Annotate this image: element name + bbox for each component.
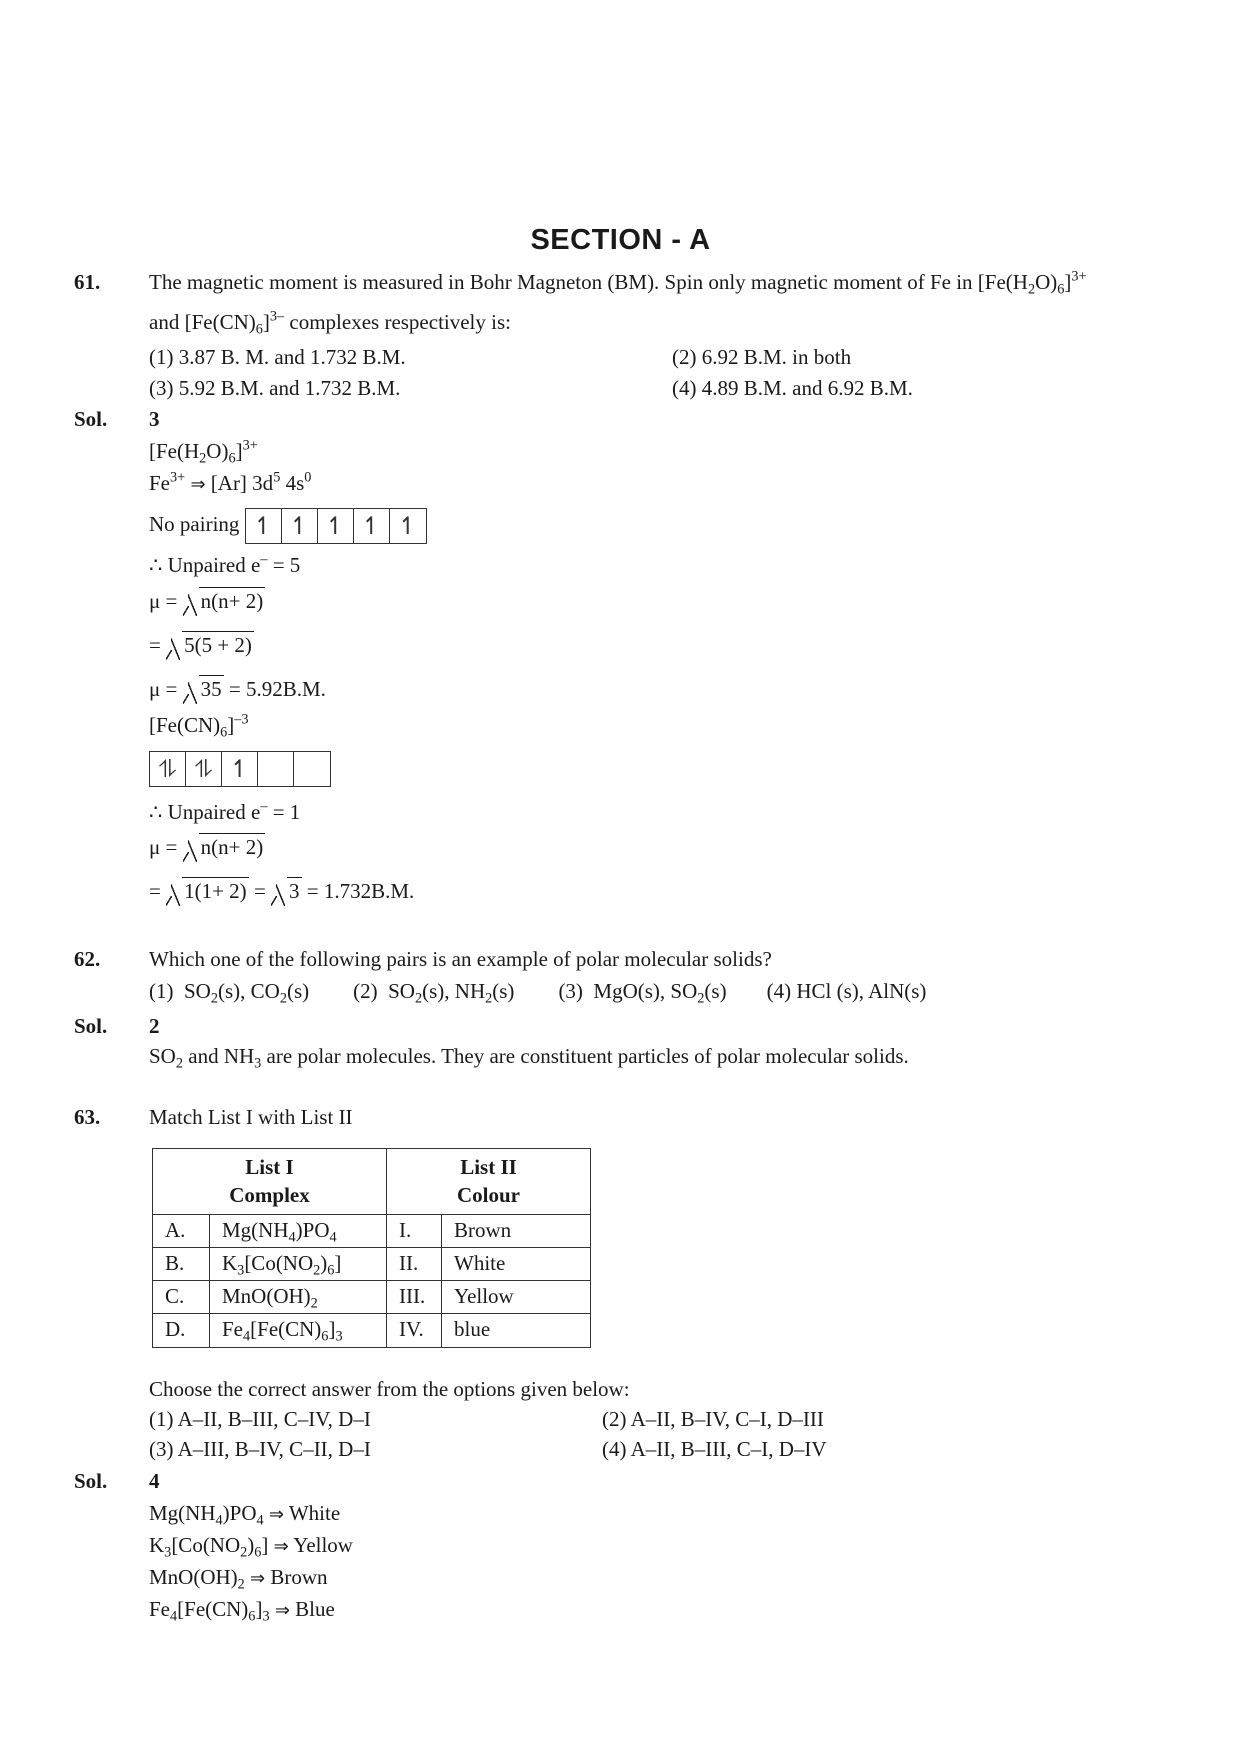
question-number-62: 62. [74, 947, 101, 971]
table-row [153, 1281, 591, 1314]
colour-cell: White [442, 1247, 591, 1280]
row-numeral: IV. [387, 1314, 442, 1347]
q61-unpaired-2: ∴ Unpaired e– = 1 [149, 798, 301, 824]
q61-mu-step-2: = 5(5 + 2) [149, 633, 252, 657]
q62-sol-label: Sol. [74, 1014, 108, 1038]
q61-config: $Fe^{3+}$ ⇒ [Ar] $3d^5$ $4s^0$ [149, 469, 312, 495]
q63-option-2: (2) A–II, B–IV, C–I, D–III [602, 1407, 824, 1431]
q61-mu-formula-2: μ = n(n+ 2) [149, 835, 264, 859]
q62-explanation: $SO_2$ and $NH_3$ are polar molecules. They are constituent particles of polar molecular solids. [149, 1044, 909, 1072]
complex-cell: $K_3[Co(NO_2)_6]$ [210, 1247, 387, 1280]
q61-complex-aqua: $[Fe(H_2O)_6]^{3+}$ [149, 437, 258, 467]
q63-result-3: $MnO(OH)_2$ ⇒ Brown [149, 1565, 328, 1593]
q61-sol-label: Sol. [74, 407, 108, 431]
row-label: A. [153, 1214, 210, 1247]
colour-cell: blue [442, 1314, 591, 1347]
table-row [153, 1314, 591, 1347]
table-header-row [153, 1149, 591, 1215]
q62-answer: 2 [149, 1014, 160, 1038]
q61-answer: 3 [149, 407, 160, 431]
q63-result-2: $K_3[Co(NO_2)_6]$ ⇒ Yellow [149, 1533, 353, 1561]
table-row [153, 1247, 591, 1280]
q61-text-line1: The magnetic moment is measured in Bohr Magneton (BM). Spin only magnetic moment of Fe in $[Fe(H_2O)_6]^{3+}$ [149, 268, 1087, 298]
q61-option-4: (4) 4.89 B.M. and 6.92 B.M. [672, 376, 913, 400]
q63-result-1: $Mg(NH_4)PO_4$ ⇒ White [149, 1501, 341, 1529]
q62-options: (1) $SO_2(s)$, $CO_2(s)$ (2) $SO_2(s)$, $NH_2(s)$ (3) MgO(s), $SO_2(s)$ (4) HCl (s), AlN(s) [149, 979, 927, 1007]
q61-low-spin-boxes [149, 751, 331, 787]
row-label: C. [153, 1281, 210, 1314]
q63-answer: 4 [149, 1469, 160, 1493]
table-row [153, 1214, 591, 1247]
complex-cell: $Mg(NH_4)PO_4$ [210, 1214, 387, 1247]
q63-option-4: (4) A–II, B–III, C–I, D–IV [602, 1437, 827, 1461]
q61-no-pairing: No pairing ↿ ↿ ↿ ↿ ↿ [149, 508, 427, 544]
row-numeral: III. [387, 1281, 442, 1314]
q61-mu-formula-1: μ = n(n+ 2) [149, 589, 264, 613]
q63-option-1: (1) A–II, B–III, C–IV, D–I [149, 1407, 371, 1431]
list1-header: List I Complex [153, 1149, 387, 1215]
row-numeral: I. [387, 1214, 442, 1247]
q61-option-2: (2) 6.92 B.M. in both [672, 345, 852, 369]
q61-option-1: (1) 3.87 B. M. and 1.732 B.M. [149, 345, 406, 369]
question-number-63: 63. [74, 1105, 101, 1129]
q63-option-3: (3) A–III, B–IV, C–II, D–I [149, 1437, 371, 1461]
complex-cell: $MnO(OH)_2$ [210, 1281, 387, 1314]
row-label: B. [153, 1247, 210, 1280]
match-table [152, 1148, 591, 1348]
orbital-boxes-low-spin: ⥮ ⥮ ↿ [149, 751, 331, 787]
q61-unpaired-1: ∴ Unpaired e– = 5 [149, 551, 301, 577]
question-number-61: 61. [74, 270, 101, 294]
orbital-boxes-high-spin: ↿ ↿ ↿ ↿ ↿ [245, 508, 427, 544]
q61-complex-cyano: $[Fe(CN)_6]^{-3}$ [149, 711, 249, 741]
row-numeral: II. [387, 1247, 442, 1280]
q63-result-4: $Fe_4[Fe(CN)_6]_3$ ⇒ Blue [149, 1597, 335, 1625]
q61-option-3: (3) 5.92 B.M. and 1.732 B.M. [149, 376, 401, 400]
q61-mu-step-3: μ = 35 = 5.92B.M. [149, 677, 326, 701]
q63-choose: Choose the correct answer from the options given below: [149, 1377, 630, 1401]
colour-cell: Yellow [442, 1281, 591, 1314]
q61-mu-final: = 1(1+ 2) = 3 = 1.732B.M. [149, 879, 415, 903]
q61-text-line2: and $[Fe(CN)_6]^{3-}$ complexes respectively is: [149, 308, 511, 338]
section-title: SECTION - A [530, 224, 711, 256]
list2-header: List II Colour [387, 1149, 591, 1215]
row-label: D. [153, 1314, 210, 1347]
q62-text: Which one of the following pairs is an example of polar molecular solids? [149, 947, 772, 971]
colour-cell: Brown [442, 1214, 591, 1247]
q63-text: Match List I with List II [149, 1105, 353, 1129]
complex-cell: $Fe_4[Fe(CN)_6]_3$ [210, 1314, 387, 1347]
q63-sol-label: Sol. [74, 1469, 108, 1493]
